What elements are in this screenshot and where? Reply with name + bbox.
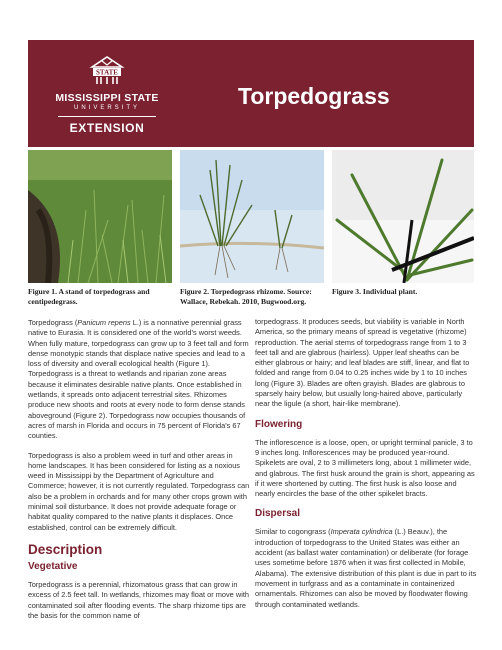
dispersal-paragraph: [255, 527, 477, 609]
weed-paragraph: Torpedograss is also a problem weed in turf and other areas in home landscapes. It has been considered for listing as a noxious weed in Mississippi by the Department of Agriculture and Commerce; however, it is not currently regulated. Torpedograss can also be a problem in orchards and for many other crops grown with minimal soil disturbance. It does not provide adequate forage or habitat quality compared to the native plants it displaces. Once established, control can be extremely difficult.: [28, 450, 250, 532]
figure-3-photo: [332, 150, 474, 283]
figure-3-caption: Figure 3. Individual plant.: [332, 287, 418, 296]
heading-flowering: Flowering: [255, 418, 303, 430]
logo-university: UNIVERSITY: [73, 105, 140, 111]
intro-text-rest: L.) is a nonnative perennial grass native to Eurasia. It is considered one of the world’s worst weeds. When fully mature, torpedograss can grow up to 3 feet tall and form dense monotypic stands that displace native species and lead to a loss of diversity and overall ecological health (Figure 1). Torpedograss is a threat to wetlands and riparian zone areas because it eliminates desirable native plants. Once established in wetlands, it spreads onto adjacent terrestrial sites. Rhizomes produce new shoots and roots at every node to form dense stands aboveground (Figure 2). Torpedograss now occupies thousands of acres of marsh in Florida and occurs in 75 percent of Florida’s 67 counties.: [28, 318, 249, 441]
msu-extension-logo: [38, 53, 176, 135]
logo-extension: EXTENSION: [69, 121, 145, 135]
vegetative-paragraph-cont: torpedograss. It produces seeds, but viability is variable in North America, so the primary means of spread is vegetative (rhizome) reproduction. The aerial stems of torpedograss range from 1 to 3 feet tall and are glabrous (hairless). Upper leaf sheaths can be either glabrous or hairy; and leaf blades are stiff, linear, and flat to folded and range from 0.04 to 0.25 inches wide by 1 to 10 inches long (Figure 3). Blades are often grayish. Blades are glabrous to sparsely hairy below, but usually long-haired above, particularly near the ligule (a short, hair-like membrane).: [255, 317, 470, 409]
right-column: [255, 317, 477, 619]
dispersal-text-start: Similar to cogongrass (: [255, 527, 331, 537]
heading-description: Description: [28, 541, 103, 557]
flowering-paragraph: The inflorescence is a loose, open, or upright terminal panicle, 3 to 9 inches long. Inflorescences may be produced year-round. Spikelets are oval, 2 to 3 millimeters long, about 1 millimeter wide, and glabrous. The first husk around the grain is short, appearing as if it were shortened by cutting. The first husk is also loose and nearly encircles the base of the other spikelet bracts.: [255, 437, 475, 499]
scientific-name: Panicum repens: [77, 318, 131, 327]
logo-divider: [58, 116, 156, 117]
intro-paragraph: [28, 318, 250, 442]
dispersal-text-rest: (L.) Beauv.), the introduction of torpedograss to the United States was either an accident (as ballast water contamination) or deliberate (for forage uses sometime before 1876 when it was first collected in Mobile, Alabama). The extensive distribution of this plant is due in part to its movement in turfgrass and as a contaminate in containerized ornamentals. Rhizomes can also be moved by floodwater flowing through contaminated wetlands.: [255, 527, 477, 609]
msu-seal-icon: [84, 53, 130, 85]
figure-1-caption: Figure 1. A stand of torpedograss and centipedegrass.: [28, 287, 150, 306]
cogongrass-scientific-name: Imperata cylindrica: [330, 527, 393, 537]
svg-text:STATE: STATE: [96, 68, 118, 77]
intro-text-start: Torpedograss (: [28, 318, 78, 327]
header-banner: [28, 40, 474, 147]
left-column: [28, 318, 250, 630]
vegetative-paragraph: Torpedograss is a perennial, rhizomatous grass that can grow in excess of 2.5 feet tall. In wetlands, rhizomes may float or move with contaminated soil after flooding events. The sharp rhizome tips are the basis for the common name of: [28, 579, 249, 620]
figure-2-photo: [180, 150, 324, 283]
heading-vegetative: Vegetative: [28, 560, 78, 572]
logo-name: MISSISSIPPI STATE: [55, 92, 159, 104]
page-title: Torpedograss: [238, 83, 390, 109]
figure-1-photo: [28, 150, 172, 283]
figure-2-caption: Figure 2. Torpedograss rhizome. Source: Wallace, Rebekah. 2010, Bugwood.org.: [180, 287, 312, 306]
heading-dispersal: Dispersal: [255, 508, 301, 520]
